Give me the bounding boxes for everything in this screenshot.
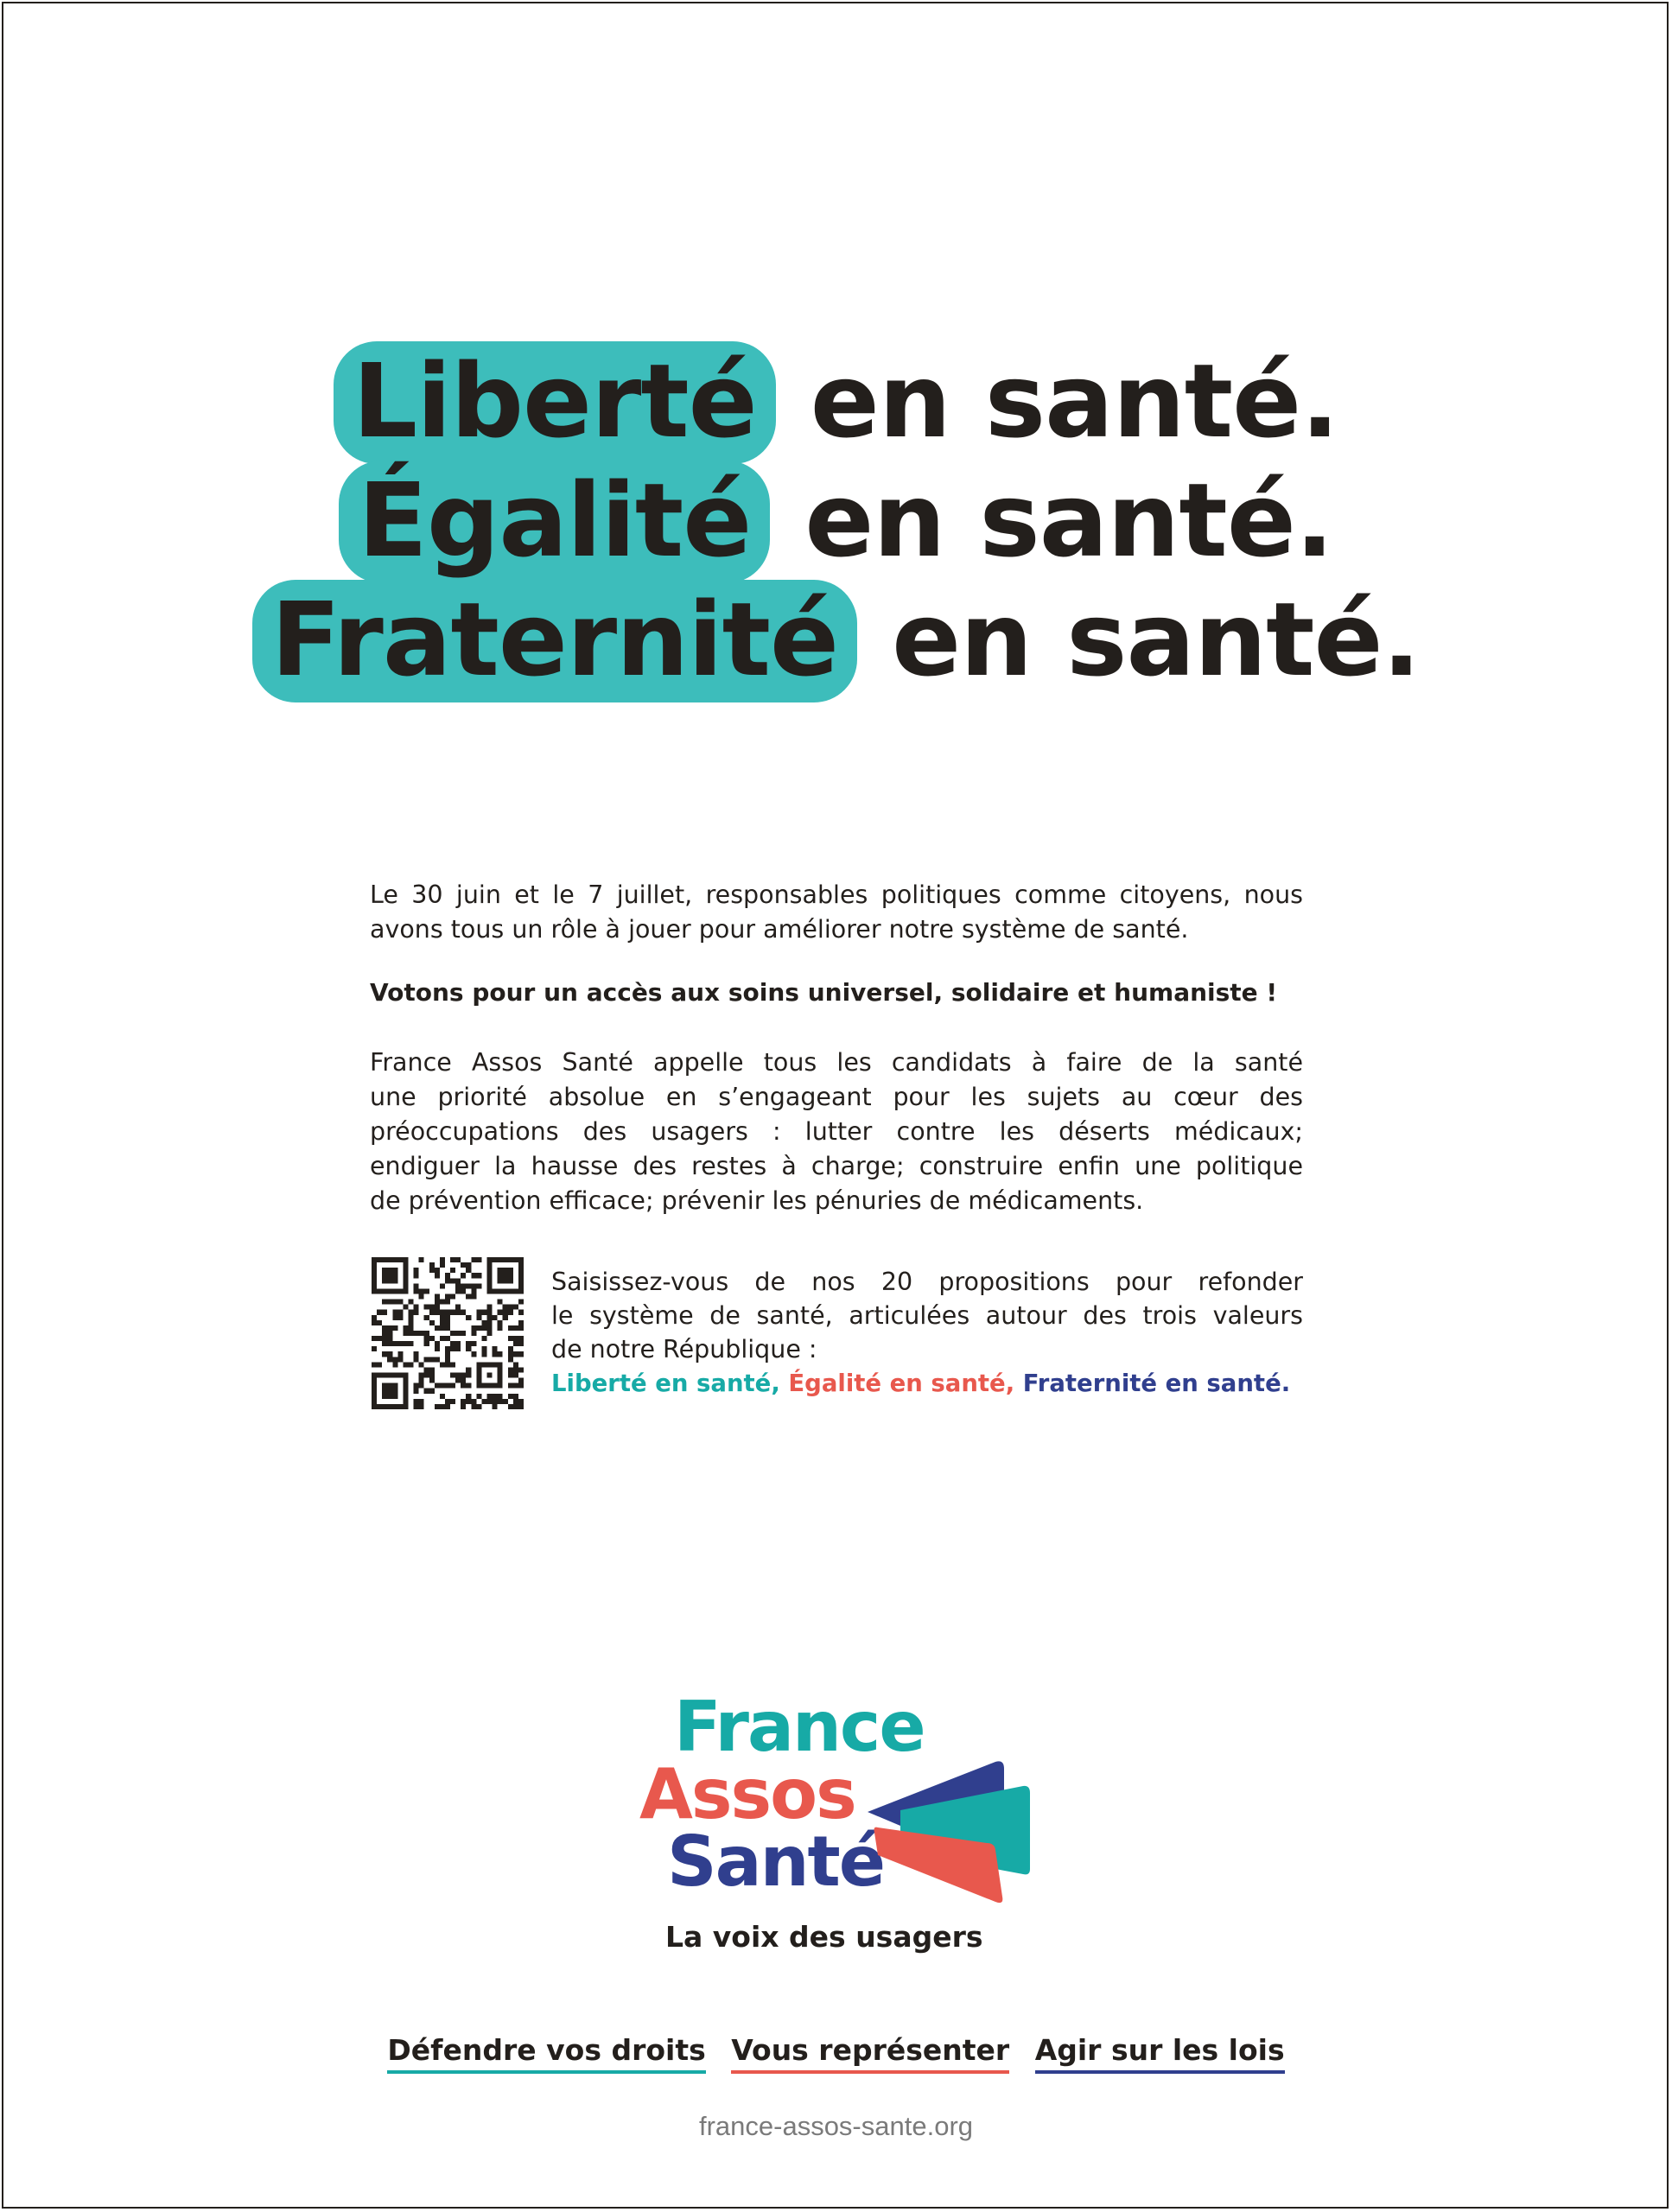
stacked-cards-logo-icon <box>866 1758 1030 1905</box>
proposals-callout <box>551 1265 1303 1401</box>
appeal-line: préoccupations des usagers : lutter contre les déserts médicaux; <box>370 1117 1303 1146</box>
headline <box>0 341 1672 699</box>
intro-paragraph <box>370 878 1303 947</box>
appeal-line: endiguer la hausse des restes à charge; construire enfin une politique <box>370 1152 1303 1180</box>
logo-word-sante: Santé <box>667 1821 885 1902</box>
headline-line-fraternite <box>0 580 1672 699</box>
website-url[interactable]: france-assos-sante.org <box>698 2111 974 2141</box>
headline-rest: en santé. <box>775 341 1339 461</box>
appeal-line: France Assos Santé appelle tous les candidats à faire de la santé <box>370 1048 1303 1077</box>
value-egalite: Égalité en santé, <box>788 1370 1015 1397</box>
proposals-line: Saisissez-vous de nos 20 propositions pour refonder <box>551 1268 1303 1296</box>
mission-links <box>0 2033 1672 2067</box>
value-fraternite: Fraternité en santé. <box>1022 1370 1291 1397</box>
qr-code-icon[interactable] <box>372 1257 524 1409</box>
logo-tagline: La voix des usagers <box>665 1920 983 1954</box>
headline-highlight-egalite: Égalité <box>339 461 770 583</box>
link-agir-sur-les-lois[interactable]: Agir sur les lois <box>1035 2033 1285 2074</box>
appeal-line: une priorité absolue en s’engageant pour les sujets au cœur des <box>370 1083 1303 1111</box>
headline-line-liberte <box>0 341 1672 461</box>
appeal-paragraph <box>370 1046 1303 1218</box>
headline-rest: en santé. <box>770 461 1333 580</box>
link-vous-representer[interactable]: Vous représenter <box>731 2033 1009 2074</box>
headline-highlight-liberte: Liberté <box>334 341 776 464</box>
intro-text: Le 30 juin et le 7 juillet, responsables politiques comme citoyens, nous avons tous un rôle à jouer pour améliorer notre système de santé. <box>370 880 1303 944</box>
headline-rest: en santé. <box>857 580 1421 699</box>
appeal-line: de prévention efficace; prévenir les pénuries de médicaments. <box>370 1186 1144 1215</box>
proposals-line: le système de santé, articulées autour des trois valeurs <box>551 1301 1303 1330</box>
link-defendre-vos-droits[interactable]: Défendre vos droits <box>387 2033 705 2074</box>
value-liberte: Liberté en santé, <box>551 1370 780 1397</box>
headline-highlight-fraternite: Fraternité <box>252 580 857 702</box>
proposals-line: de notre République : <box>551 1335 817 1363</box>
vote-callout: Votons pour un accès aux soins universel, solidaire et humaniste ! <box>370 978 1278 1007</box>
logo-word-france: France <box>674 1687 925 1767</box>
headline-line-egalite <box>0 461 1672 580</box>
values-line <box>551 1370 1290 1397</box>
logo-word-assos: Assos <box>639 1754 855 1834</box>
